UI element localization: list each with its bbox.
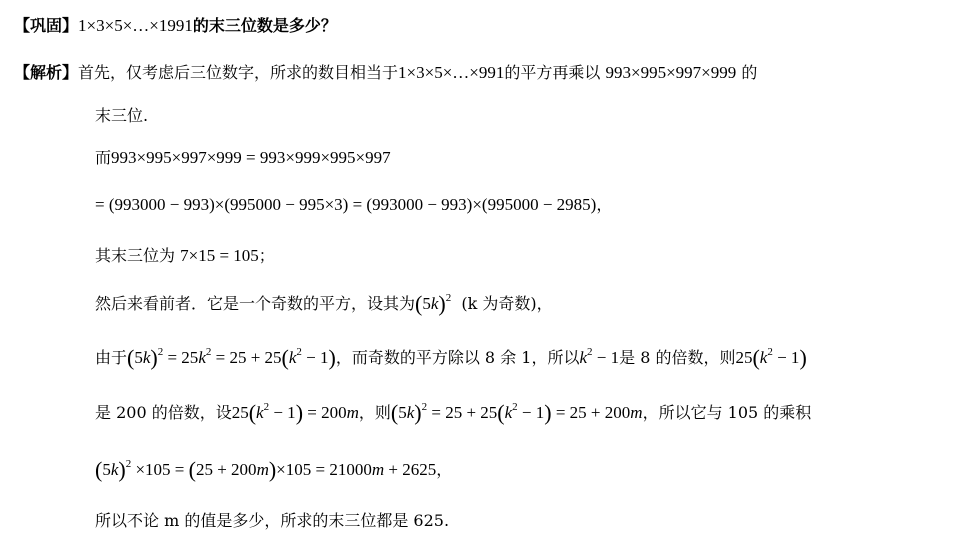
solution-line-6	[95, 293, 553, 315]
formula-5k-squared: $(5k)^2$	[415, 291, 452, 316]
formula-25-plus-200m: $(5k)^2 = 25 + 25(k^2 - 1) = 25 + 200m$	[390, 400, 643, 425]
solution-line-3	[95, 147, 391, 169]
solution-conclusion: 所以不论 m 的值是多少，所求的末三位都是 625.	[95, 511, 450, 530]
solution-label: 【解析】	[14, 63, 79, 82]
solution-line-5	[95, 245, 275, 267]
solution-math: 1×3×5×…×991	[398, 63, 505, 82]
solution-text: ，则	[358, 403, 391, 422]
solution-text: (k 为奇数)，	[461, 294, 553, 313]
formula-square-expansion: $(5k)^2 = 25k^2 = 25 + 25(k^2 - 1)$	[127, 345, 336, 370]
solution-line-1	[14, 62, 757, 84]
solution-math: 993×995×997×999	[605, 63, 737, 82]
formula-product-105: $(5k)^2 \times 105 = (25 + 200m)\times 105 = 21000m + 2625$	[95, 457, 437, 482]
formula-set-200m: $25(k^2 - 1) = 200m$	[231, 400, 359, 425]
solution-line-7	[95, 347, 807, 369]
solution-math: 7×15 = 105	[180, 246, 259, 265]
formula-k-squared-minus-1: $k^2 - 1$	[579, 346, 620, 367]
solution-text: ；	[258, 246, 275, 265]
solution-text: 是 8 的倍数，则	[619, 348, 736, 367]
question-label: 【巩固】	[14, 16, 79, 35]
solution-text: ，	[596, 195, 613, 214]
solution-text: ，所以它与 105 的乘积	[642, 403, 812, 422]
solution-line-9	[95, 459, 452, 481]
solution-math: = (993000 − 993)×(995000 − 995×3) = (993000 − 993)×(995000 − 2985)	[95, 195, 597, 214]
solution-text: 其末三位为	[95, 246, 176, 265]
solution-text: 是 200 的倍数，设	[95, 403, 232, 422]
solution-line-4	[95, 194, 612, 216]
solution-text: 首先，仅考虑后三位数字，所求的数目相当于	[78, 63, 399, 82]
question-math: 1×3×5×…×1991	[78, 16, 193, 35]
solution-text: 而	[95, 148, 112, 167]
solution-line-8	[95, 402, 811, 424]
solution-math: 993×995×997×999 = 993×999×995×997	[111, 148, 391, 167]
formula-25-k-squared-minus-1: $25(k^2 - 1)$	[735, 345, 807, 370]
solution-text: ，而奇数的平方除以 8 余 1，所以	[335, 348, 580, 367]
solution-text: 由于	[95, 348, 128, 367]
question-line	[14, 15, 337, 37]
solution-text: 的	[741, 63, 758, 82]
solution-line-10	[95, 510, 449, 532]
question-text: 的末三位数是多少？	[192, 16, 337, 35]
solution-text: ，	[436, 460, 453, 479]
solution-line-2	[95, 105, 148, 127]
solution-text: 的平方再乘以	[504, 63, 601, 82]
solution-text: 末三位.	[95, 106, 149, 125]
solution-text: 然后来看前者．它是一个奇数的平方，设其为	[95, 294, 416, 313]
